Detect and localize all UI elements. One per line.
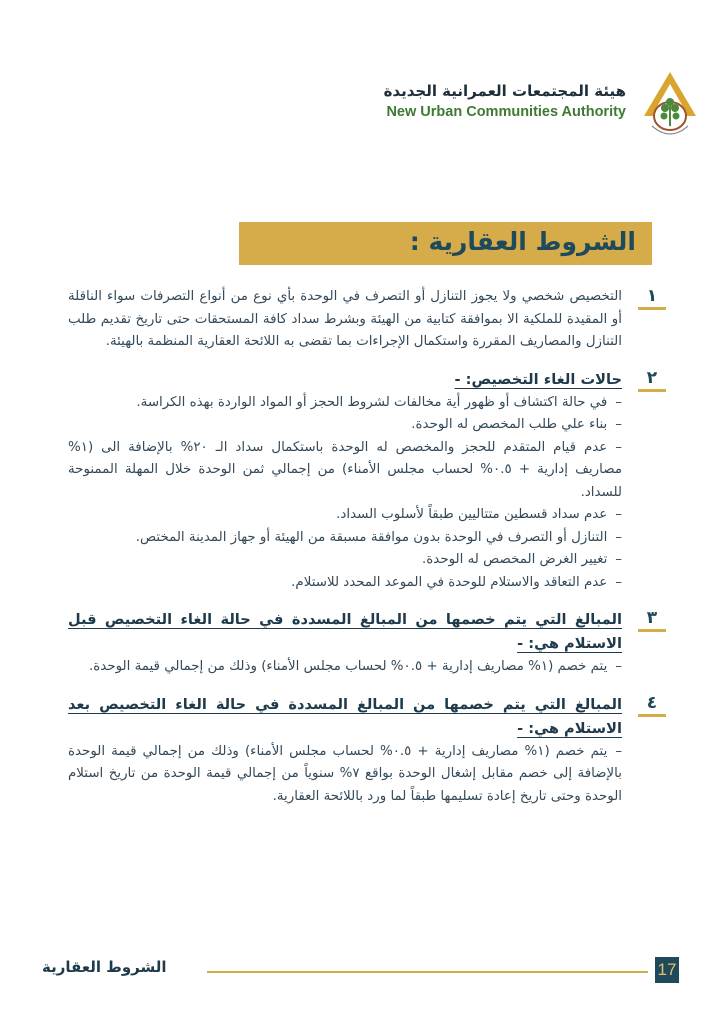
page-title: الشروط العقارية :: [409, 227, 636, 256]
page-footer: [0, 955, 724, 985]
nuca-logo-icon: [640, 70, 700, 142]
list-item: –في حالة اكتشاف أو ظهور أية مخالفات لشروط الحجز أو المواد الواردة بهذه الكراسة.: [136, 394, 622, 410]
clause-2: [68, 367, 658, 595]
list-item: –عدم قيام المتقدم للحجز والمخصص له الوحدة باستكمال سداد الـ ٢٠% بالإضافة الى (١% مصاريف إدارية + ٠.٥% لحساب مجلس الأمناء) من إجمالي ثمن الوحدة خلال المهلة الممنوحة للسداد.: [68, 439, 622, 500]
clause-text: التخصيص شخصي ولا يجوز التنازل أو التصرف في الوحدة بأي نوع من أنواع التصرفات سواء الناقلة أو المقيدة للملكية الا بموافقة كتابية من الهيئة وبشرط سداد كافة المستحقات حتى تاريخ تقديم طلب التنازل والمصاريف المقررة واستكمال الإجراءات بما تقضى به اللائحة العقارية المنظمة بالهيئة.: [68, 289, 622, 349]
clause-heading: المبالغ التي يتم خصمها من المبالغ المسددة في حالة الغاء التخصيص بعد الاستلام هي: -: [68, 695, 622, 737]
clause-number: ٤: [634, 693, 670, 713]
clause-number: ١: [634, 286, 670, 306]
clause-heading: حالات الغاء التخصيص: -: [454, 370, 622, 388]
org-name-english: New Urban Communities Authority: [386, 104, 626, 120]
page-header: [370, 68, 710, 148]
clause-heading: المبالغ التي يتم خصمها من المبالغ المسددة في حالة الغاء التخصيص قبل الاستلام هي: -: [68, 611, 622, 652]
list-item: –يتم خصم (١% مصاريف إدارية + ٠.٥% لحساب مجلس الأمناء) وذلك من إجمالي قيمة الوحدة.: [89, 659, 622, 674]
clause-number: ٣: [634, 608, 670, 628]
list-item: –التنازل أو التصرف في الوحدة بدون موافقة مسبقة من الهيئة أو جهاز المدينة المختص.: [135, 529, 622, 545]
clause-number: ٢: [634, 368, 670, 388]
footer-divider: [207, 971, 648, 973]
section-title-bar: [239, 222, 652, 265]
list-item: –عدم التعاقد والاستلام للوحدة في الموعد المحدد للاستلام.: [291, 574, 622, 590]
document-body: [68, 286, 658, 822]
list-item: –تغيير الغرض المخصص له الوحدة.: [422, 552, 622, 567]
clause-1: [68, 286, 658, 354]
footer-title: الشروط العقارية: [42, 958, 167, 976]
list-item: –يتم خصم (١% مصاريف إدارية + ٠.٥% لحساب مجلس الأمناء) وذلك من إجمالي قيمة الوحدة بالإضافة إلى خصم مقابل إشغال الوحدة بواقع ٧% سنوياً من إجمالي قيمة الوحدة من تاريخ استلام الوحدة وحتى تاريخ إعادة تسليمها طبقاً لما ورد باللائحة العقارية.: [68, 743, 623, 804]
clause-3: [68, 608, 658, 679]
list-item: –بناء علي طلب المخصص له الوحدة.: [411, 417, 622, 432]
page-number: 17: [655, 957, 679, 983]
org-name-arabic: هيئة المجتمعات العمرانية الجديدة: [383, 82, 626, 100]
list-item: –عدم سداد قسطين متتاليين طبقاً لأسلوب السداد.: [336, 507, 622, 522]
clause-4: [68, 692, 658, 809]
